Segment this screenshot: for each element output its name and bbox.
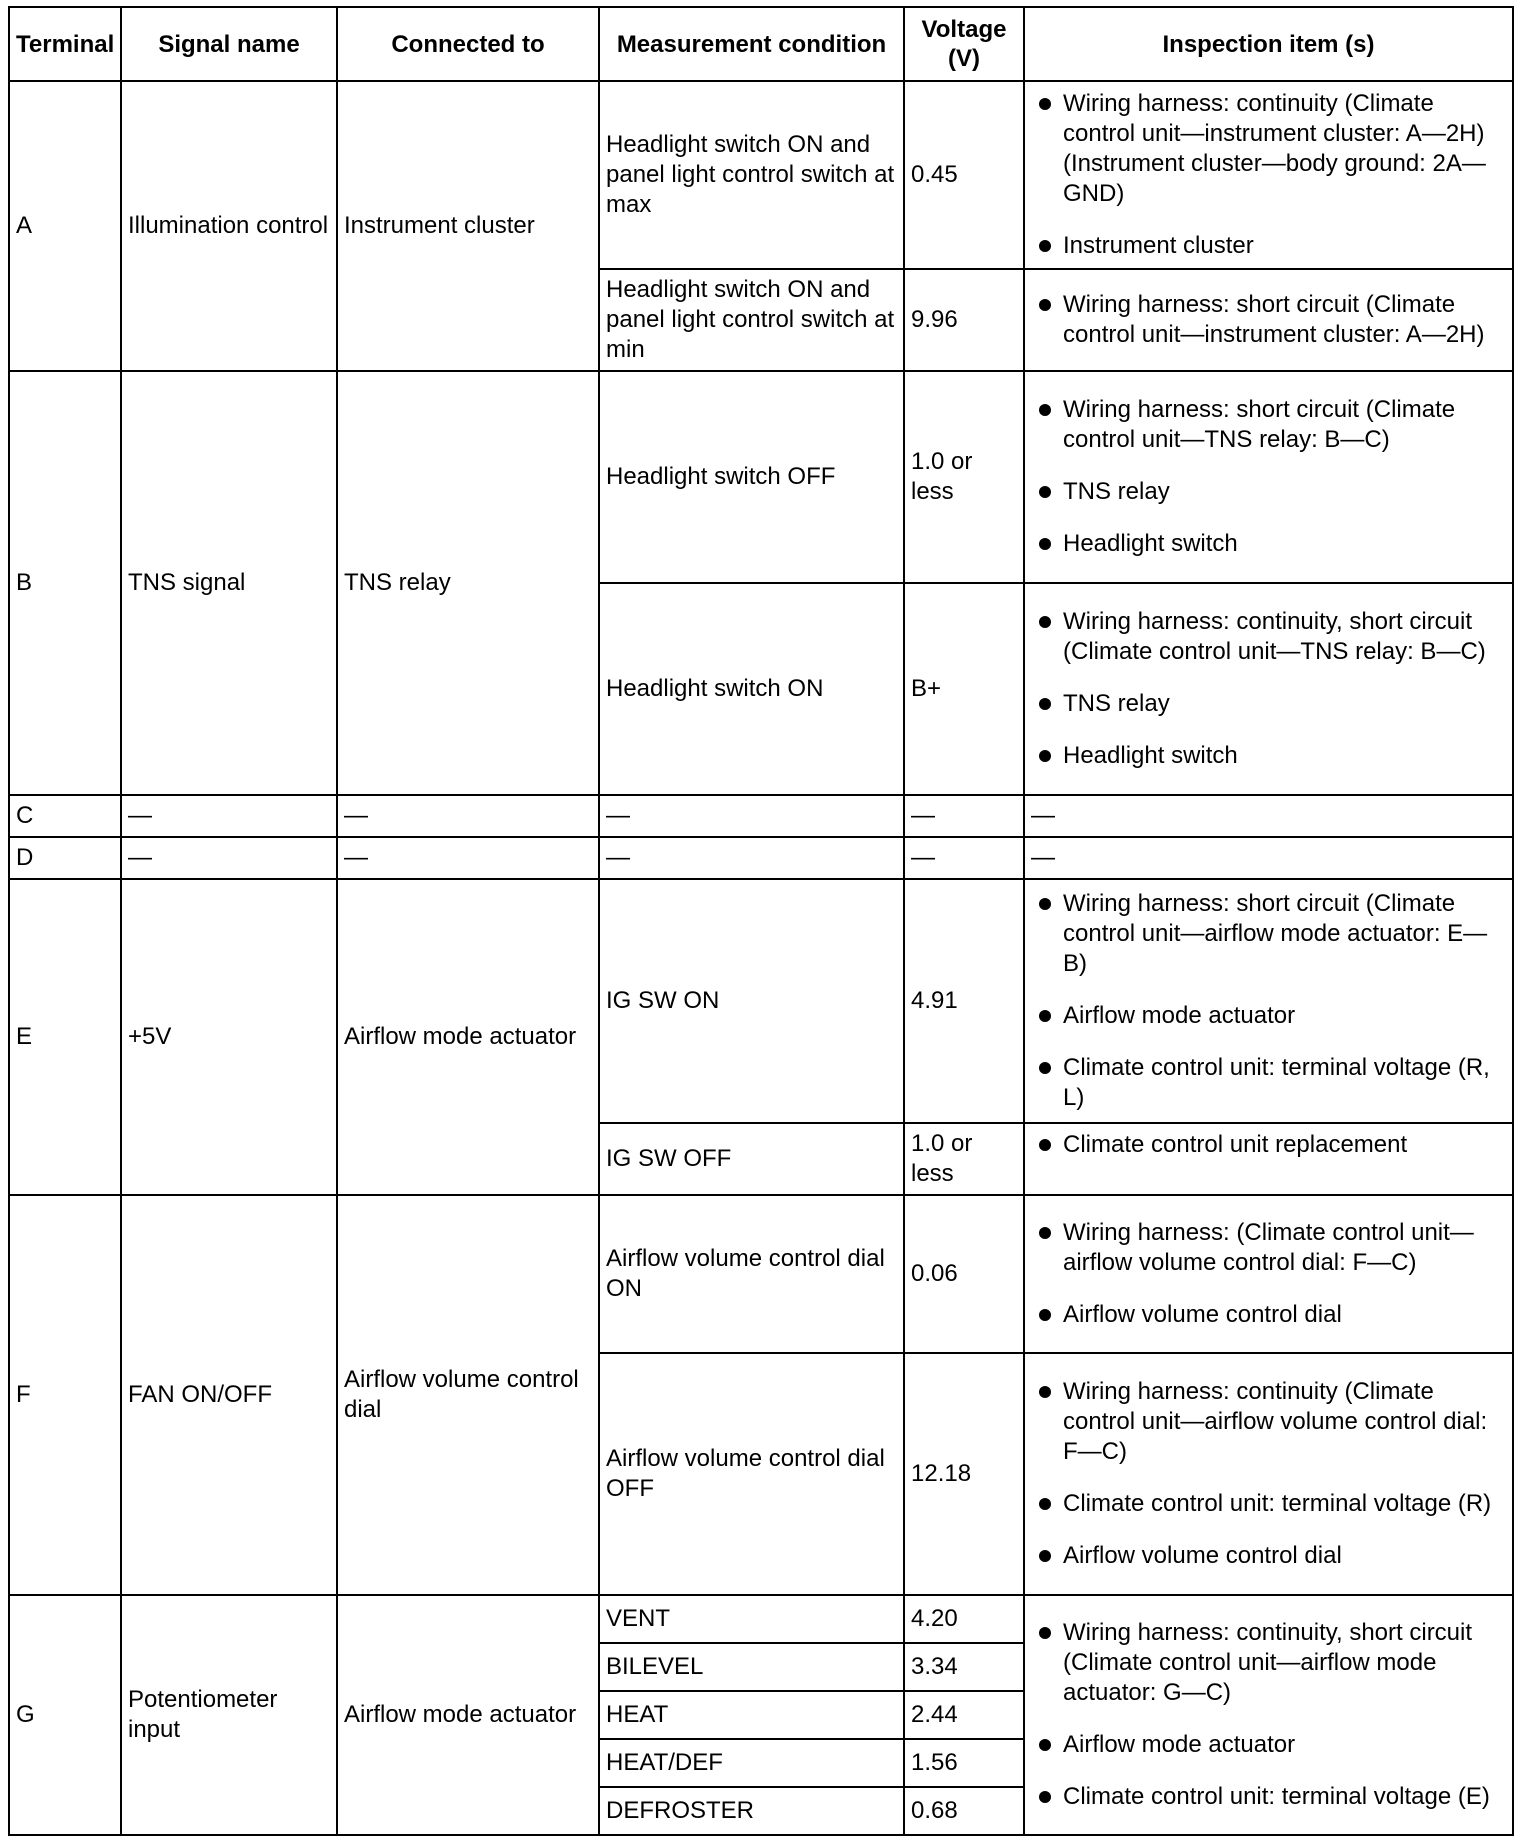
voltage-cell: 12.18 xyxy=(904,1353,1024,1595)
inspection-item: Climate control unit: terminal voltage (R) xyxy=(1063,1489,1506,1519)
inspection-cell xyxy=(1024,371,1513,583)
table-row xyxy=(9,371,1513,583)
inspection-item: Climate control unit replacement xyxy=(1063,1130,1506,1160)
terminal-cell: A xyxy=(9,81,121,371)
inspection-list xyxy=(1031,1218,1506,1330)
connected-to-cell: Airflow mode actuator xyxy=(337,879,599,1195)
signal-name-cell: +5V xyxy=(121,879,337,1195)
condition-cell: Headlight switch OFF xyxy=(599,371,904,583)
inspection-cell xyxy=(1024,879,1513,1123)
inspection-item: Wiring harness: continuity (Climate control unit—instrument cluster: A—2H) (Instrument cluster—body ground: 2A—GND) xyxy=(1063,89,1506,209)
condition-cell: IG SW ON xyxy=(599,879,904,1123)
table-row xyxy=(9,1195,1513,1353)
header-signal-name: Signal name xyxy=(121,7,337,81)
header-terminal: Terminal xyxy=(9,7,121,81)
inspection-cell xyxy=(1024,81,1513,269)
inspection-cell: — xyxy=(1024,795,1513,837)
voltage-cell: — xyxy=(904,795,1024,837)
condition-cell: IG SW OFF xyxy=(599,1123,904,1195)
condition-cell: HEAT/DEF xyxy=(599,1739,904,1787)
condition-cell: Airflow volume control dial ON xyxy=(599,1195,904,1353)
inspection-list xyxy=(1031,89,1506,261)
voltage-cell: 4.20 xyxy=(904,1595,1024,1643)
inspection-item: Instrument cluster xyxy=(1063,231,1506,261)
terminal-cell: B xyxy=(9,371,121,795)
header-row xyxy=(9,7,1513,81)
inspection-cell xyxy=(1024,583,1513,795)
connected-to-cell: Instrument cluster xyxy=(337,81,599,371)
inspection-item: Wiring harness: continuity, short circuit (Climate control unit—TNS relay: B—C) xyxy=(1063,607,1506,667)
inspection-item: Wiring harness: continuity (Climate control unit—airflow volume control dial: F—C) xyxy=(1063,1377,1506,1467)
inspection-item: Airflow mode actuator xyxy=(1063,1730,1506,1760)
signal-name-cell: — xyxy=(121,795,337,837)
condition-cell: — xyxy=(599,837,904,879)
header-inspection-items: Inspection item (s) xyxy=(1024,7,1513,81)
table-row xyxy=(9,879,1513,1123)
terminal-cell: G xyxy=(9,1595,121,1835)
inspection-item: Airflow mode actuator xyxy=(1063,1001,1506,1031)
inspection-item: Airflow volume control dial xyxy=(1063,1541,1506,1571)
voltage-cell: 4.91 xyxy=(904,879,1024,1123)
voltage-cell: 2.44 xyxy=(904,1691,1024,1739)
signal-name-cell: Illumination control xyxy=(121,81,337,371)
table-row xyxy=(9,795,1513,837)
table-row xyxy=(9,1595,1513,1643)
condition-cell: BILEVEL xyxy=(599,1643,904,1691)
condition-cell: VENT xyxy=(599,1595,904,1643)
voltage-cell: 1.0 or less xyxy=(904,371,1024,583)
inspection-item: Airflow volume control dial xyxy=(1063,1300,1506,1330)
inspection-cell xyxy=(1024,1353,1513,1595)
voltage-cell: 0.68 xyxy=(904,1787,1024,1835)
inspection-item: TNS relay xyxy=(1063,689,1506,719)
header-measurement-condition: Measurement condition xyxy=(599,7,904,81)
inspection-list xyxy=(1031,290,1506,350)
condition-cell: Headlight switch ON xyxy=(599,583,904,795)
header-connected-to: Connected to xyxy=(337,7,599,81)
voltage-cell: 1.0 or less xyxy=(904,1123,1024,1195)
inspection-list xyxy=(1031,1618,1506,1812)
voltage-cell: 1.56 xyxy=(904,1739,1024,1787)
voltage-cell: 3.34 xyxy=(904,1643,1024,1691)
inspection-item: Headlight switch xyxy=(1063,529,1506,559)
connected-to-cell: TNS relay xyxy=(337,371,599,795)
terminal-cell: E xyxy=(9,879,121,1195)
inspection-cell xyxy=(1024,1123,1513,1195)
condition-cell: Headlight switch ON and panel light control switch at min xyxy=(599,269,904,371)
condition-cell: Headlight switch ON and panel light control switch at max xyxy=(599,81,904,269)
table-row xyxy=(9,837,1513,879)
inspection-item: Wiring harness: short circuit (Climate control unit—airflow mode actuator: E—B) xyxy=(1063,889,1506,979)
terminal-voltage-table xyxy=(8,6,1514,1836)
inspection-item: TNS relay xyxy=(1063,477,1506,507)
inspection-list xyxy=(1031,607,1506,771)
condition-cell: — xyxy=(599,795,904,837)
inspection-list xyxy=(1031,395,1506,559)
signal-name-cell: FAN ON/OFF xyxy=(121,1195,337,1595)
inspection-item: Wiring harness: continuity, short circuit (Climate control unit—airflow mode actuator: G—C) xyxy=(1063,1618,1506,1708)
inspection-item: Wiring harness: short circuit (Climate control unit—TNS relay: B—C) xyxy=(1063,395,1506,455)
terminal-cell: F xyxy=(9,1195,121,1595)
terminal-cell: D xyxy=(9,837,121,879)
inspection-cell xyxy=(1024,269,1513,371)
inspection-item: Headlight switch xyxy=(1063,741,1506,771)
connected-to-cell: — xyxy=(337,837,599,879)
signal-name-cell: — xyxy=(121,837,337,879)
voltage-cell: 0.06 xyxy=(904,1195,1024,1353)
connected-to-cell: — xyxy=(337,795,599,837)
inspection-list xyxy=(1031,889,1506,1113)
inspection-cell xyxy=(1024,1595,1513,1835)
signal-name-cell: TNS signal xyxy=(121,371,337,795)
inspection-item: Climate control unit: terminal voltage (R, L) xyxy=(1063,1053,1506,1113)
inspection-cell xyxy=(1024,1195,1513,1353)
condition-cell: Airflow volume control dial OFF xyxy=(599,1353,904,1595)
header-voltage: Voltage (V) xyxy=(904,7,1024,81)
connected-to-cell: Airflow volume control dial xyxy=(337,1195,599,1595)
inspection-item: Wiring harness: (Climate control unit—airflow volume control dial: F—C) xyxy=(1063,1218,1506,1278)
voltage-cell: — xyxy=(904,837,1024,879)
condition-cell: DEFROSTER xyxy=(599,1787,904,1835)
inspection-cell: — xyxy=(1024,837,1513,879)
voltage-cell: B+ xyxy=(904,583,1024,795)
connected-to-cell: Airflow mode actuator xyxy=(337,1595,599,1835)
inspection-list xyxy=(1031,1377,1506,1571)
condition-cell: HEAT xyxy=(599,1691,904,1739)
table-row xyxy=(9,81,1513,269)
terminal-cell: C xyxy=(9,795,121,837)
inspection-item: Wiring harness: short circuit (Climate control unit—instrument cluster: A—2H) xyxy=(1063,290,1506,350)
signal-name-cell: Potentiometer input xyxy=(121,1595,337,1835)
inspection-list xyxy=(1031,1130,1506,1160)
inspection-item: Climate control unit: terminal voltage (E) xyxy=(1063,1782,1506,1812)
voltage-cell: 0.45 xyxy=(904,81,1024,269)
voltage-cell: 9.96 xyxy=(904,269,1024,371)
